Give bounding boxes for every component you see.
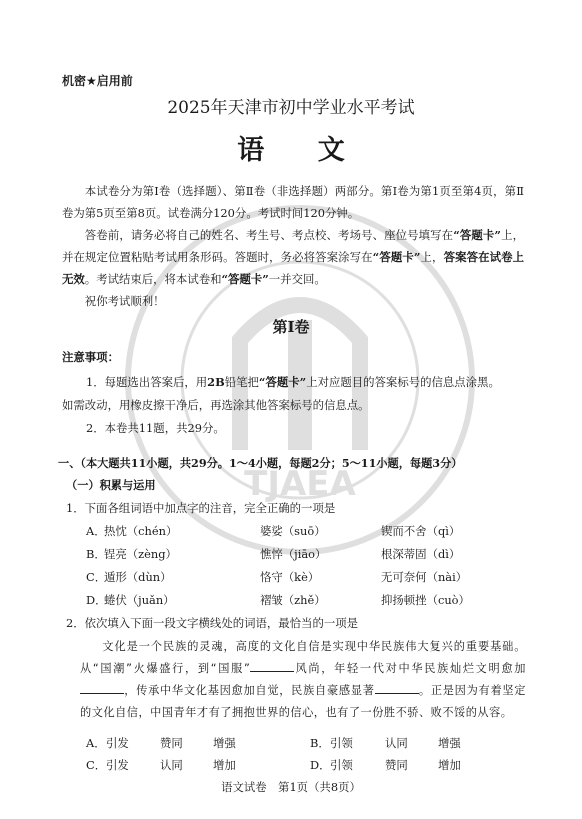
blank-1 <box>250 661 294 672</box>
blank-3 <box>375 683 419 694</box>
question-1-stem: 1．下面各组词语中加点字的注音，完全正确的一项是 <box>66 501 336 515</box>
q2-option-d-word3: 增加 <box>438 758 461 772</box>
q2-option-c-word3: 增加 <box>213 758 236 772</box>
q1-option-a-letter: A． <box>86 524 106 538</box>
sub-heading: （一）积累与运用 <box>66 478 156 492</box>
q1-option-b-word1: 锃亮（zèng） <box>104 547 177 561</box>
notice-item-2: 2．本卷共11题，共29分。 <box>86 421 225 435</box>
q2-option-a-letter: A． <box>86 736 106 750</box>
q1-option-a-word3: 锲而不舍（qì） <box>381 524 461 538</box>
good-luck-line: 祝你考试顺利！ <box>84 294 165 308</box>
q1-option-d-word3: 抑扬顿挫（cuò） <box>381 593 470 607</box>
q1-option-c-letter: C． <box>86 570 107 584</box>
q2-option-c-word2: 认同 <box>160 758 183 772</box>
notice-heading: 注意事项： <box>62 350 119 364</box>
intro-paragraph-2: 答卷前，请务必将自己的姓名、考生号、考点校、考场号、座位号填写在“答题卡”上，并在规定位置粘贴考试用条形码。答题时，务必将答案涂写在“答题卡”上，答案答在试卷上无效。考试结束后，将本试卷和“答题卡”一并交回。 <box>62 228 524 286</box>
q2-option-c-letter: C． <box>86 758 107 772</box>
q1-option-d-word2: 褶皱（zhě） <box>260 593 326 607</box>
q2-option-b-word2: 认同 <box>385 736 408 750</box>
q1-option-b-word2: 憔悴（jiāo） <box>260 547 327 561</box>
q2-option-a-word1: 引发 <box>106 736 129 750</box>
intro-paragraph-1: 本试卷分为第Ⅰ卷（选择题）、第Ⅱ卷（非选择题）两部分。第Ⅰ卷为第1页至第4页，第Ⅱ卷为第5页至第8页。试卷满分120分。考试时间120分钟。 <box>62 184 524 220</box>
q2-option-d-letter: D． <box>310 758 331 772</box>
exam-title: 2025年天津市初中学业水平考试 <box>167 98 415 118</box>
q2-option-a-word2: 赞同 <box>160 736 183 750</box>
page-footer: 语文试卷 第1页（共8页） <box>221 780 361 794</box>
subject-title: 语 文 <box>237 135 367 166</box>
q2-option-a-word3: 增强 <box>213 736 236 750</box>
q1-option-c-word1: 遁形（dùn） <box>104 570 172 584</box>
section-title: 第Ⅰ卷 <box>272 318 310 336</box>
q2-option-b-word1: 引领 <box>330 736 353 750</box>
q2-option-d-word2: 赞同 <box>385 758 408 772</box>
q1-option-b-letter: B． <box>86 547 106 561</box>
confidential-label: 机密★启用前 <box>62 74 133 88</box>
q1-option-a-word1: 热忱（chén） <box>104 524 178 538</box>
seal-emblem-text: TJAEA <box>244 464 356 504</box>
q1-option-c-word2: 恪守（kè） <box>260 570 320 584</box>
question-2-excerpt: 文化是一个民族的灵魂，高度的文化自信是实现中华民族伟大复兴的重要基础。从“国潮”火爆盛行，到“国服” 风尚，年轻一代对中华民族灿烂文明愈加，传承中华文化基因愈加自觉，民族自豪感显著 。正是因为有着坚定的文化自信，中国青年才有了拥抱世界的信心，也有了一份胜不骄、败不馁的从容。 <box>80 640 526 719</box>
question-2-stem: 2．依次填入下面一段文字横线处的词语，最恰当的一项是 <box>66 616 359 630</box>
q1-option-b-word3: 根深蒂固（dì） <box>381 547 461 561</box>
q1-option-c-word3: 无可奈何（nài） <box>381 570 468 584</box>
q1-option-a-word2: 婆娑（suō） <box>260 524 326 538</box>
q2-option-c-word1: 引发 <box>106 758 129 772</box>
notice-item-1: 1．每题选出答案后，用2B铅笔把“答题卡”上对应题目的答案标号的信息点涂黑。 <box>86 375 500 389</box>
blank-2 <box>80 683 124 694</box>
q1-option-d-letter: D． <box>86 593 107 607</box>
q1-option-d-word1: 蜷伏（juǎn） <box>104 593 175 607</box>
q2-option-b-letter: B． <box>310 736 330 750</box>
notice-item-1-cont: 如需改动，用橡皮擦干净后，再选涂其他答案标号的信息点。 <box>62 398 370 412</box>
q2-option-d-word1: 引领 <box>330 758 353 772</box>
part-heading: 一、（本大题共11小题，共29分。1～4小题，每题2分；5～11小题，每题3分） <box>58 456 463 470</box>
q2-option-b-word3: 增强 <box>438 736 461 750</box>
